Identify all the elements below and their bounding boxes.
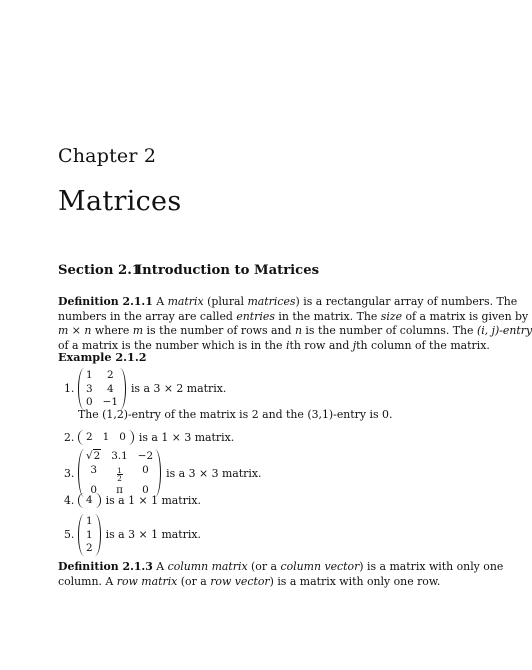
right-paren	[127, 430, 134, 445]
matrix-entry: 3	[90, 463, 97, 476]
matrix-entry	[86, 450, 101, 463]
text-run: th row and	[289, 338, 353, 352]
section-title: Introduction to Matrices	[136, 263, 320, 278]
matrix-entry: 2	[86, 542, 93, 554]
denominator: 2	[117, 474, 122, 483]
left-paren	[78, 514, 85, 556]
item-text: is a 1 × 1 matrix.	[105, 493, 201, 507]
text-run: in the matrix. The	[274, 309, 381, 323]
section-heading	[58, 263, 319, 278]
matrix-entry: 1	[86, 369, 93, 381]
example-item-3	[64, 449, 261, 497]
text-run: A	[156, 295, 168, 308]
item-text: is a 1 × 3 matrix.	[138, 430, 235, 444]
definition-line	[58, 324, 532, 339]
matrix-grid	[85, 368, 119, 410]
text-run: ) is a rectangular array of numbers. The	[295, 295, 518, 308]
text-run: of a matrix is the number which is in the	[58, 338, 286, 352]
matrix-entry: 4	[86, 494, 93, 506]
text-run: of a matrix is given by	[402, 309, 529, 323]
definition-label: Definition 2.1.3	[58, 560, 153, 573]
example-item-1	[64, 368, 226, 410]
math-var: j	[352, 338, 357, 352]
right-paren	[119, 368, 126, 410]
example-note: The (1,2)-entry of the matrix is 2 and the (3,1)-entry is 0.	[78, 408, 393, 421]
item-text: is a 3 × 3 matrix.	[166, 466, 262, 480]
example-item-2	[64, 430, 234, 445]
matrix-entry: 4	[106, 382, 114, 395]
example-heading: Example 2.1.2	[58, 350, 147, 364]
matrix-grid	[85, 493, 94, 508]
text-run: (or a	[177, 574, 211, 588]
example-item-4	[64, 493, 201, 508]
matrix-entry: 2	[86, 431, 93, 443]
matrix-entry	[111, 464, 128, 483]
matrix-grid	[85, 514, 94, 556]
matrix-entry: −2	[137, 450, 154, 462]
sqrt-symbol: √	[86, 450, 93, 462]
item-number: 2.	[64, 430, 75, 444]
term-matrix: matrix	[167, 295, 204, 308]
matrix	[78, 449, 161, 497]
term-ij-entry: (i, j)-entry	[476, 324, 532, 338]
left-paren	[78, 449, 85, 497]
term-entries: entries	[236, 309, 275, 323]
item-text: is a 3 × 2 matrix.	[130, 382, 227, 396]
math-op: ×	[68, 324, 85, 338]
definition-2-1-3	[58, 560, 504, 589]
numerator: 1	[117, 465, 122, 475]
matrix-entry: 0	[86, 396, 93, 408]
section-number: Section 2.1	[58, 263, 141, 278]
math-var: i	[285, 338, 290, 352]
item-number: 5.	[64, 528, 75, 542]
math-var: m	[132, 324, 144, 338]
matrix	[78, 368, 126, 410]
left-paren	[78, 493, 85, 508]
right-paren	[94, 493, 101, 508]
fraction	[117, 467, 123, 483]
chapter-label: Chapter 2	[58, 145, 157, 167]
text-run: column. A	[58, 574, 117, 588]
term-matrices: matrices	[247, 295, 296, 308]
term-column-matrix: column matrix	[167, 560, 248, 573]
sqrt-radicand: 2	[93, 450, 101, 462]
term-column-vector: column vector	[280, 560, 360, 573]
text-run: ) is a matrix with only one row.	[269, 574, 441, 588]
text-run: (or a	[247, 560, 281, 573]
item-number: 3.	[64, 466, 75, 480]
math-var: n	[294, 324, 302, 338]
chapter-title: Matrices	[58, 186, 182, 217]
definition-line	[58, 560, 504, 575]
left-paren	[78, 430, 85, 445]
matrix-entry: 2	[106, 369, 114, 381]
matrix	[78, 493, 101, 508]
text-run: th column of the matrix.	[356, 338, 490, 352]
math-var: m	[58, 324, 69, 338]
matrix-entry: 3	[86, 382, 93, 395]
definition-line	[58, 574, 441, 590]
item-number: 4.	[64, 493, 75, 507]
math-var: n	[84, 324, 92, 338]
text-run: (plural	[203, 295, 248, 308]
matrix-entry: −1	[102, 396, 118, 408]
item-text: is a 3 × 1 matrix.	[105, 528, 201, 542]
example-item-5	[64, 514, 201, 556]
matrix-entry: 3.1	[111, 450, 128, 462]
term-size: size	[380, 309, 403, 323]
right-paren	[154, 449, 161, 497]
text-run: is the number of rows and	[143, 324, 295, 338]
text-run: is the number of columns. The	[301, 324, 477, 338]
definition-line	[58, 295, 518, 310]
item-number: 1.	[64, 382, 75, 396]
matrix-entry: 0	[142, 483, 149, 496]
definition-2-1-1	[58, 295, 532, 353]
matrix-entry: 1	[102, 431, 110, 443]
term-row-matrix: row matrix	[116, 574, 178, 588]
matrix-entry: 0	[90, 483, 97, 496]
text-run: ) is a matrix with only one	[359, 560, 504, 573]
definition-line	[58, 309, 529, 325]
term-row-vector: row vector	[210, 574, 270, 588]
matrix-grid	[85, 430, 127, 445]
definition-label: Definition 2.1.1	[58, 295, 153, 308]
matrix-entry: 0	[142, 463, 149, 476]
left-paren	[78, 368, 85, 410]
text-run: A	[156, 560, 168, 573]
matrix-entry: 0	[119, 431, 126, 443]
matrix-grid	[85, 449, 154, 497]
right-paren	[94, 514, 101, 556]
text-run: numbers in the array are called	[58, 309, 237, 323]
matrix-entry: 1	[86, 528, 93, 541]
text-run: where	[91, 324, 133, 338]
matrix	[78, 514, 101, 556]
matrix	[78, 430, 134, 445]
matrix-entry: 1	[86, 515, 93, 527]
matrix-entry: π	[116, 483, 123, 496]
